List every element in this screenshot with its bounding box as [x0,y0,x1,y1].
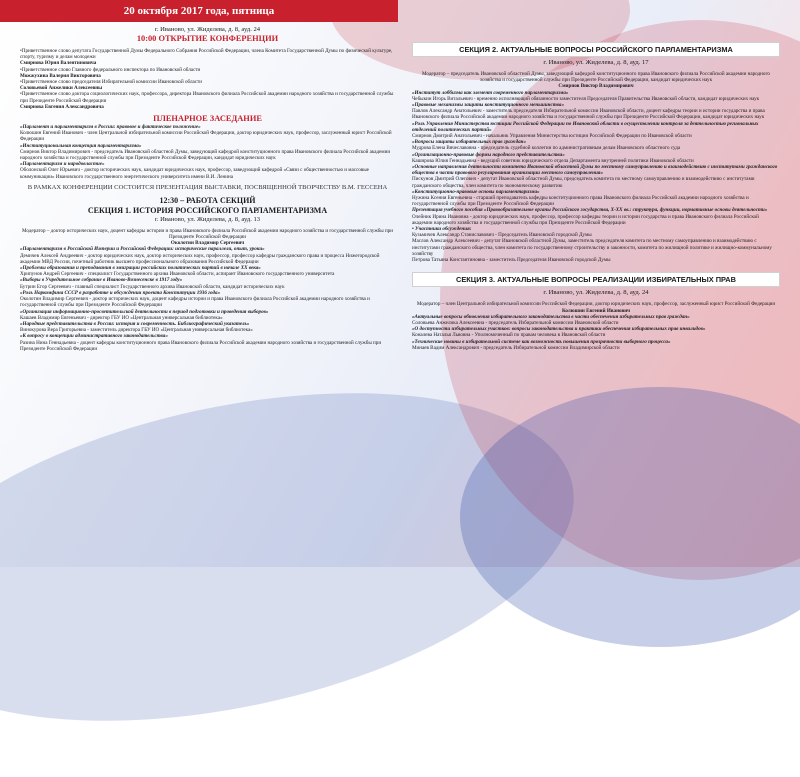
program-line: Модератор – председатель Ивановской областной Думы, заведующий кафедрой конституционного права Ивановского филиала Российской академии народного хозяйства и государственной службы при Президенте Российской Федерации, кандидат юридических наук [422,71,770,84]
program-line: Колюшин Евгений Иванович - член Центральной избирательной комиссии Российской Федерации, доктор юридических наук, профессор, заслуженный юрист Российской Федерации [20,130,392,143]
program-line: «Технические новины в избирательной системе как возможность повышения прозрачности выборного процесса» [412,338,671,345]
program-line: Околотин Владимир Сергеевич - доктор исторических наук, доцент кафедры истории и права Ивановского филиала Российской академии народного хозяйства и государственной службы при Президенте Российской Федерации [20,296,370,309]
program-line: • Участники обсуждения: [412,226,472,233]
program-line: Бутрин Егор Сергеевич - главный специалист Государственного архива Ивановской области, кандидат исторических наук [20,283,285,290]
program-line: Демичев Алексей Андреевич - доктор юридических наук, доктор исторических наук, профессор, профессор кафедры гражданского права и процесса Нижегородской академии МВД России, почетный работник высшего профессионального образования Российской Федерации [20,252,380,265]
program-line: «О доступности избирательных участков: вопросы законодательства и практики обеспечения избирательных прав инвалидов» [412,326,706,333]
section3-list [412,301,780,351]
program-line: Мудрова Елена Вячеславовна - председатель судебной коллегии по административным делам Ивановского областного суда [412,145,681,152]
program-line: Колюшин Евгений Иванович [561,307,631,314]
section3-title: СЕКЦИЯ 3. АКТУАЛЬНЫЕ ВОПРОСЫ РЕАЛИЗАЦИИ ИЗБИРАТЕЛЬНЫХ ПРАВ [412,272,780,287]
program-line: Пискунов Дмитрий Олегович - депутат Ивановской областной Думы, председатель комитета по местному самоуправлению и взаимодействию с институтами гражданского общества, член комитета по экономическому развитию [412,176,755,189]
program-line: Смирнова Евгения Александровича [20,103,104,110]
program-line: «Основные направления деятельности комитета Ивановской областной Думы по местному самоуправлению и взаимодействию с институтами гражданского общества в части правового регулирования организации местного самоуправления» [412,164,778,177]
program-line: Околотин Владимир Сергеевич [170,240,245,247]
section2-title: СЕКЦИЯ 2. АКТУАЛЬНЫЕ ВОПРОСЫ РОССИЙСКОГО ПАРЛАМЕНТАРИЗМА [412,42,780,57]
program-line: «Парламентаризм в Российской Империи и Российской Федерации: исторические параллели, опыт, уроки» [20,246,265,253]
program-line: Презентация учебного пособия «Правообразательное органы Российского государства, X-XX вв.: структура, функции, нормативные основы деятельности» [412,207,768,214]
program-line: Нужина Ксения Евгеньевна - старший преподаватель кафедры конституционного права Ивановского филиала Российской академии народного хозяйства и государственной службы при Президенте Российской Федерации [412,195,749,208]
program-line: Соловьевой Анжелики Алексеевны [20,85,103,92]
program-line: «Народные представительства в России: история и современность. Библиографический указатель» [20,320,250,327]
section2-list [412,71,780,263]
program-line: «Проблемы образования и преподавания в эмиграции российских политических партий в начале XX века» [20,265,261,272]
program-line: •Приветственное слово депутата Государственной Думы Федерального Собрания Российской Федерации, члена Комитета Государственной Думы по физической культуре, спорту, туризму и делам молодежи [20,48,393,61]
program-line: Олейник Ирина Ивановна - доктор юридических наук, профессор, профессор кафедры теории и истории государства и права Ивановского филиала Российской академии народного хозяйства и государственной службы при Президенте Российской Федерации [412,213,759,226]
program-line: Модератор – доктор исторических наук, доцент кафедры истории и права Ивановского филиала Российской академии народного хозяйства и государственной службы при Президенте Российской Федерации [22,227,393,241]
date-title: 20 октября 2017 года, пятница [123,5,275,17]
exhibit-notice: В РАМКАХ КОНФЕРЕНЦИИ СОСТОИТСЯ ПРЕЗЕНТАЦИЯ ВЫСТАВКИ, ПОСВЯЩЕННОЙ ТВОРЧЕСТВУ В.М. ГЕССЕНА [27,183,388,191]
program-line: Смирнов Виктор Владимирович - председатель Ивановской областной Думы, заведующий кафедрой конституционного права Ивановского филиала Российской академии народного хозяйства и государственной службы при Президенте Российской Федерации, кандидат юридических наук [20,148,391,162]
program-line: Петрова Татьяна Константиновна - заместитель Председателя Ивановской городской Думы [412,257,611,264]
program-line: Кашаев Владимир Евгеньевич - директор ГБУ ИО «Центральная универсальная библиотека» [20,314,223,321]
opening-address: г. Иваново, ул. Жиделева, д. 8, ауд. 24 [154,26,261,33]
program-line: Винокурова Вера Григорьевна - заместитель директора ГБУ ИО «Центральная универсальная библиотека» [20,327,253,334]
program-line: •Приветственное слово председателя Избирательной комиссии Ивановской области [20,79,203,86]
opening-title: 10:00 ОТКРЫТИЕ КОНФЕРЕНЦИИ [136,34,279,43]
program-line: «Институциональная концепция парламентаризма» [20,142,142,149]
program-line: «Роль Управления Министерства юстиции Российской Федерации по Ивановской области в осуществлении контроля за деятельностью региональных отделений политических партий» [412,120,759,133]
plenary-title: ПЛЕНАРНОЕ ЗАСЕДАНИЕ [153,114,262,124]
program-line: Оболонский Олег Юрьевич - доктор исторических наук, кандидат юридических наук, профессор, заведующий кафедрой «Связи с общественностью и массовые коммуникации» Ивановского государственного энергетического университета имени В.И. Ленина [20,167,369,180]
program-line: Смирнова Юрия Валентиновича [20,60,97,67]
section2-address: г. Иваново, ул. Жиделева, д. 8, ауд. 17 [543,59,649,66]
program-line: Павлов Александр Анатольевич - заместитель председателя Избирательной комиссии Ивановской области, доцент кафедры теории и истории государства и права Ивановского филиала Российской академии народного хозяйства и государственной службы при Президенте Российской Федерации, кандидат юридических наук [412,108,765,121]
program-line: Можжухина Валерия Викторовича [20,72,101,79]
program-line: Коналева Наталья Львовна - Уполномоченный по правам человека в Ивановской области [412,332,606,339]
program-line: «Институт лоббизма как элемент современного парламентаризма» [412,89,569,96]
program-line: «К вопросу о концепции административного законодательства» [20,333,168,340]
section1-title: СЕКЦИЯ 1. ИСТОРИЯ РОССИЙСКОГО ПАРЛАМЕНТАРИЗМА [87,205,328,215]
program-line: Смирнов Виктор Владимирович [558,83,634,90]
program-line: Модератор – член Центральной избирательной комиссии Российской Федерации, доктор юридических наук, профессор, заслуженный юрист Российской Федерации [416,301,776,308]
program-line: •Приветственное слово Главного федерального инспектора по Ивановской области [20,66,201,73]
plenary-list [20,124,395,180]
program-line: «Парламентаризм и народовластие» [20,161,105,168]
program-line: Смирнов Дмитрий Анатольевич - начальник Управления Министерства юстиции Российской Федерации по Ивановской области [412,133,692,140]
program-line: «Выборы в Учредительное собрание в Иваново-Вознесенске в 1917 году» [20,277,183,284]
work-title: 12:30 – РАБОТА СЕКЦИЙ [159,195,256,205]
program-line: Разина Нина Геннадьевна - доцент кафедры конституционного права Ивановского филиала Российской академии народного хозяйства и государственной службы при Президенте Российской Федерации [20,339,382,352]
program-line: «Роль Наркомфина СССР в разработке и обсуждении проекта Конституции 1936 года» [20,289,221,296]
section1-list [20,228,395,352]
section3-address: г. Иваново, ул. Жиделева, д. 8, ауд. 24 [543,289,649,297]
program-line: Соловьева Анжелика Алексеевна - председатель Избирательной комиссии Ивановской области [412,319,619,326]
program-line: «Организационно-правовые формы народного представительства» [412,151,565,158]
program-line: «Вопросы защиты избирательных прав граждан» [412,139,527,146]
opening-list [20,48,395,110]
program-line: Каширова Юлия Геннадьевна - ведущий советник юридического отдела Департамента внутренней политики Ивановской области [412,157,694,164]
section1-address: г. Иваново, ул. Жиделева, д. 8, ауд. 13 [154,215,261,223]
program-line: «Правовые механизмы защиты конституционного меньшинства» [412,102,565,109]
program-line: «Конституционно-правовые основы парламентаризма» [412,188,540,195]
program-line: «Актуальные вопросы обновления избирательного законодательства в части обеспечения избирательных прав граждан» [412,313,690,320]
program-line: «Организация информационно-просветительской деятельности в период подготовки и проведения выборов» [20,308,269,315]
program-line: Минаев Вадим Александрович - председатель Избирательной комиссии Владимирской области [412,344,620,351]
program-line: «Парламент и парламентаризм в России: правовое и фактическое положение» [20,124,201,131]
program-line: Хрипунов Андрей Сергеевич - специалист Государственного архива Ивановской области, аспирант Ивановского государственного университета [20,271,335,278]
program-line: Кузьмичев Александр Станиславович - Председатель Ивановской городской Думы [412,232,592,239]
program-line: Чебыкин Игорь Витальевич - временно исполняющий обязанности заместителя Председателя Правительства Ивановской области, кандидат юридических наук [412,95,760,102]
right-column [412,40,780,351]
left-column [20,26,395,352]
program-line: •Приветственное слово доктора социологических наук, профессора, директора Ивановского филиала Российской академии народного хозяйства и государственной службы при Президенте Российской Федерации [20,91,394,104]
program-line: Маслов Александр Алексеевич - депутат Ивановской областной Думы, заместитель председателя комитета по местному самоуправлению и взаимодействию с институтами гражданского общества, член комитета по государственному строительству и законности, комитета по жилищной политике и жилищно-коммунальному хозяйству [412,238,772,257]
